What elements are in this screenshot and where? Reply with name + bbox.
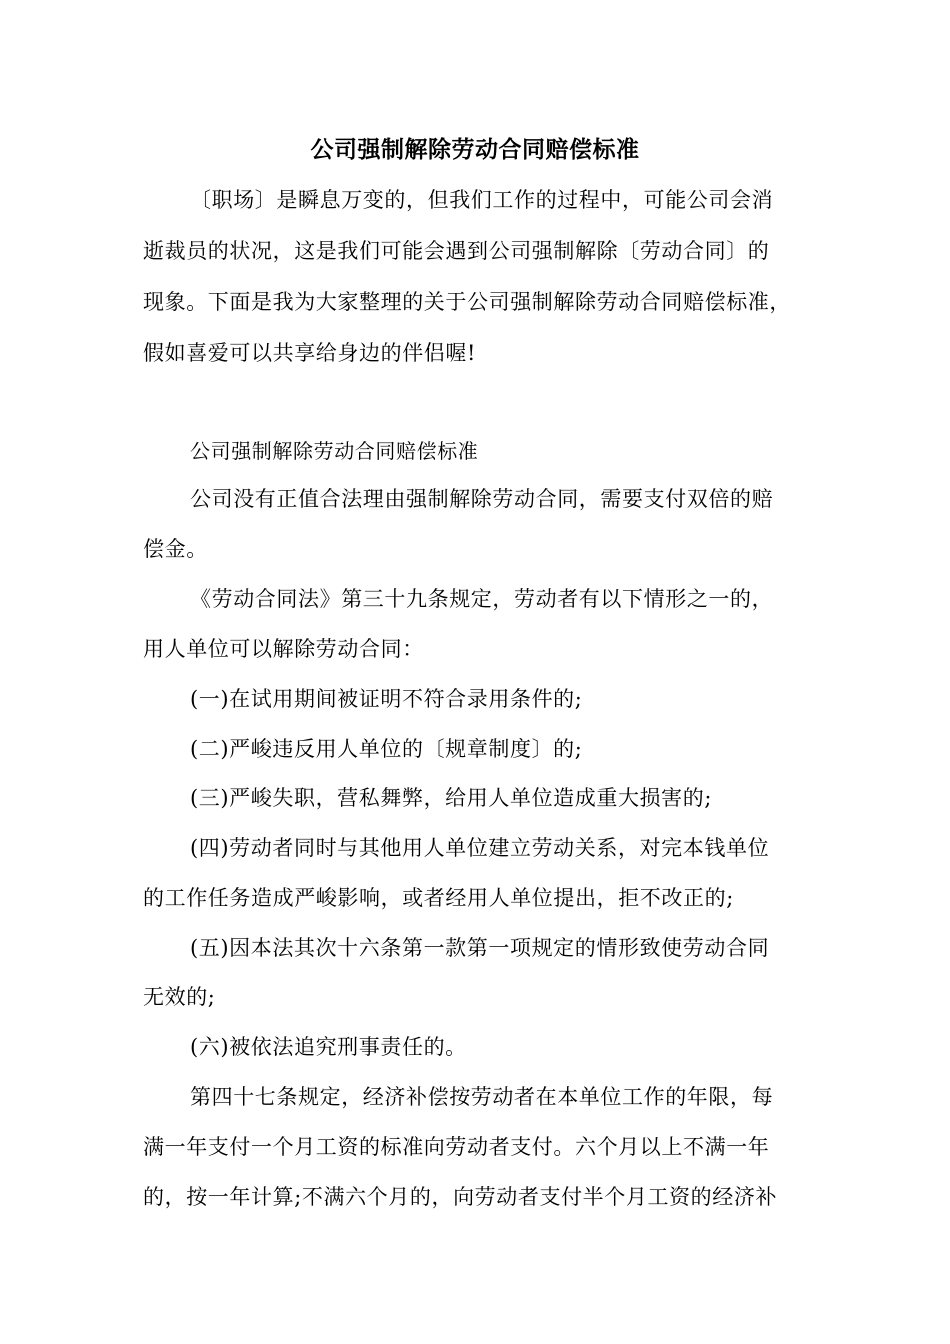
list-item: (五)因本法其次十六条第一款第一项规定的情形致使劳动合同: [190, 936, 770, 960]
list-item: (一)在试用期间被证明不符合录用条件的;: [190, 687, 583, 711]
intro-line: 〔职场〕是瞬息万变的，但我们工作的过程中，可能公司会消: [190, 188, 774, 212]
intro-line: 现象。下面是我为大家整理的关于公司强制解除劳动合同赔偿标准，: [143, 290, 791, 314]
body-line: 的，按一年计算;不满六个月的，向劳动者支付半个月工资的经济补: [143, 1185, 778, 1209]
list-item: 无效的;: [143, 985, 216, 1009]
list-item: (六)被依法追究刑事责任的。: [190, 1035, 467, 1059]
intro-line: 逝裁员的状况，这是我们可能会遇到公司强制解除〔劳动合同〕的: [143, 239, 770, 263]
list-item: (四)劳动者同时与其他用人单位建立劳动关系，对完本钱单位: [190, 836, 770, 860]
section-heading: 公司强制解除劳动合同赔偿标准: [190, 439, 479, 463]
body-line: 偿金。: [143, 537, 208, 561]
body-line: 公司没有正值合法理由强制解除劳动合同，需要支付双倍的赔: [190, 487, 774, 511]
list-item: 的工作任务造成严峻影响，或者经用人单位提出，拒不改正的;: [143, 886, 734, 910]
body-line: 满一年支付一个月工资的标准向劳动者支付。六个月以上不满一年: [143, 1135, 770, 1159]
body-line: 用人单位可以解除劳动合同：: [143, 637, 424, 661]
body-line: 第四十七条规定，经济补偿按劳动者在本单位工作的年限，每: [190, 1085, 774, 1109]
document-title: 公司强制解除劳动合同赔偿标准: [310, 137, 640, 163]
list-item: (二)严峻违反用人单位的〔规章制度〕的;: [190, 737, 583, 761]
list-item: (三)严峻失职，营私舞弊，给用人单位造成重大损害的;: [190, 786, 713, 810]
intro-line: 假如喜爱可以共享给身边的伴侣喔!: [143, 341, 477, 365]
body-line: 《劳动合同法》第三十九条规定，劳动者有以下情形之一的，: [190, 587, 774, 611]
